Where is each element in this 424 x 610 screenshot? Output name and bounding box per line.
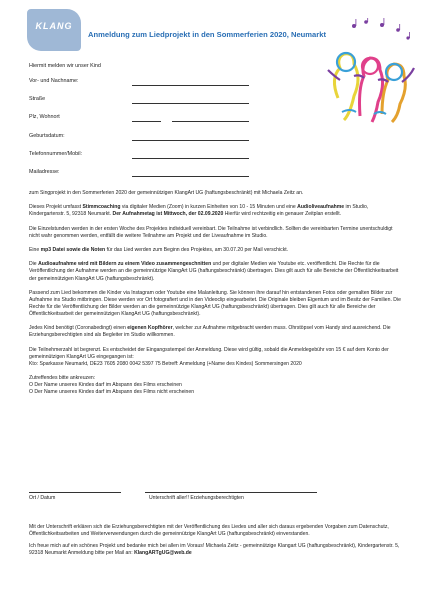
paragraph [29,226,401,240]
paragraph-text: Passend zum Lied bekommen die Kinder via Instagram oder Youtube eine Malanleitung. Sie können ihre darauf hin entstandenen Fotos oder gemalten Bilder zur Aufnahme ins Studio mitbringen. Diese werden vor Ort fotografiert und in den Videoclip eingearbeitet. Die Originale bleiben Eigentum und im Besitz der Familien. Die Rechte für die Veröffentlichung der Bilder werden an die gemeinnützige KlangArt UG (haftungsbeschränkt) übertragen. Dies gilt auch für alle Bereiche der Öffentlichkeitsarbeit der gemeinnützigen KlangArt UG (haftungsbeschränkt). [29,289,401,318]
field-zip-city [29,114,299,132]
name-refusal-option[interactable]: O Der Name unseres Kindes darf im Abspann des Films nicht erscheinen [29,389,195,396]
paragraph [29,543,401,557]
field-label: Geburtsdatum: [29,132,65,139]
text: Ich freue mich auf ein schönes Projekt und bedanke mich bei allen im Voraus! Michaela Zeitz - gemeinnützige Klangart UG (haftungsbeschränkt), Kindergartenstr. 5, 92318 Neumarkt Anmeldung bitte per Mail an: [29,542,400,556]
page-title: Anmeldung zum Liedprojekt in den Sommerferien 2020, Neumarkt [88,30,326,39]
emphasis: Stimmcoaching [82,204,121,211]
singing-children-illustration [320,18,416,126]
signature-line[interactable] [145,492,317,493]
city-input-line[interactable] [172,121,249,122]
paragraph [29,375,401,396]
paragraph [29,247,401,254]
field-label: Telefonnummer/Mobil: [29,150,83,157]
zip-input-line[interactable] [132,121,161,122]
place-date-line[interactable] [29,492,121,493]
place-date-label: Ort / Datum [29,495,56,501]
phone-input-line[interactable] [132,158,249,159]
name-input-line[interactable] [132,85,249,86]
field-name [29,78,299,96]
bank-details: Kto: Sparkasse Neumarkt, DE23 7605 2080 0042 5397 75 Betreff: Anmeldung (+Name des Kindes) Sommersingen 2020 [29,360,302,367]
intro-text: Hiermit melden wir unser Kind [29,63,101,69]
text: Die [29,261,39,268]
field-label: Straße [29,96,46,103]
field-label: Plz, Wohnort [29,114,60,121]
signature-area [29,492,401,506]
text: , welcher zur Aufnahme mitgebracht werden muss. Ohrstöpsel vom Handy sind ausreichend. Die Erziehungsberechtigten sind als Begleiter im Studio willkommen. [29,325,391,339]
street-input-line[interactable] [132,103,249,104]
paragraph [29,261,401,282]
paragraph [29,347,401,368]
paragraph-text: Die Einzelstunden werden in der ersten Woche des Projektes individuell vereinbart. Die Teilnahme ist verbindlich. Sollten die vereinbarten Termine unentschuldigt nicht wahr genommen werden, entfällt die weitere Teilnahme am Projekt und der Liveaufnahme im Studio. [29,225,393,239]
emphasis: mp3 Datei sowie die Noten [40,247,106,254]
contact-email[interactable]: KlangARTgUG@web.de [134,549,192,556]
name-consent-option[interactable]: O Der Name unseres Kindes darf im Abspann des Films erscheinen [29,382,182,389]
field-birthdate [29,133,299,151]
text: und per digitaler Medien wie Youtube etc. veröffentlicht. Die Rechte für die Veröffentlichung der Aufnahme werden an die gemeinnützige KlangArt UG (haftungsbeschränkt) übertragen. Dies gilt auch für alle Bereiche der Öffentlichkeitsarbeit der gemeinnützigen KlangArt UG (haftungsbeschränkt). [29,261,399,282]
emphasis: Audioaufnahme wird mit Bildern zu einem Video zusammengeschnitten [38,261,212,268]
registration-form [29,78,299,187]
emphasis: Audioliveaufnahme [297,204,345,211]
email-input-line[interactable] [132,176,249,177]
paragraph [29,524,401,538]
paragraph-text: zum Singprojekt in den Sommerferien 2020 der gemeinnützigen KlangArt UG (haftungsbeschränkt) mit Michaela Zeitz an. [29,190,304,196]
signature-label: Unterschrift aller!! Erziehungsberechtigten [149,495,244,501]
consent-footer [29,524,401,561]
paragraph-text: Mit der Unterschrift erklären sich die Erziehungsberechtigten mit der Veröffentlichung des Liedes und aller sich daraus ergebenden Vorgaben zum Datenschutz, Öffentlichkeitsarbeiten und Weiterverwendungen durch die gemeinnützige KlangArt UG (haftungsbeschränkt) einverstanden. [29,524,389,538]
field-label: Vor- und Nachname: [29,78,79,84]
paragraph [29,290,401,318]
text: für das Lied werden zum Beginn des Projektes, am 30.07.20 per Mail verschickt. [105,247,289,254]
field-phone [29,151,299,169]
emphasis: Der Aufnahmetag ist Mittwoch, der 02.09.2020 [112,211,224,218]
text: Jedes Kind benötigt (Coronabedingt) einen [29,325,128,332]
text: im Studio, Kindergartenstr. 5, 92318 Neumarkt. [29,204,369,218]
logo-text: KLANG [35,21,73,31]
text: via digitaler Medien (Zoom) in kurzen Einheiten von 10 - 15 Minuten und eine [120,204,298,211]
text: Eine [29,247,41,254]
field-email [29,169,299,187]
checkbox-instruction: Zutreffendes bitte ankreuzen: [29,375,96,382]
birthdate-input-line[interactable] [132,140,249,141]
klangart-logo [27,9,81,51]
field-label: Mailadresse: [29,168,60,175]
paragraph [29,190,401,197]
emphasis: eigenen Kopfhörer [127,325,173,332]
project-description [29,190,401,404]
field-street [29,96,299,114]
paragraph [29,204,401,218]
paragraph [29,325,401,339]
text: Dieses Projekt umfasst [29,204,83,211]
text: Hierfür wird rechtzeitig ein genauer Zeitplan erstellt. [223,211,342,218]
text: Die Teilnehmerzahl ist begrenzt. Es entscheidet der Eingangsstempel der Anmeldung. Diese wird gültig, sobald die Anmeldegebühr von 15 € auf dem Konto der gemeinnützigen KlangArt UG eingegangen ist: [29,346,389,360]
